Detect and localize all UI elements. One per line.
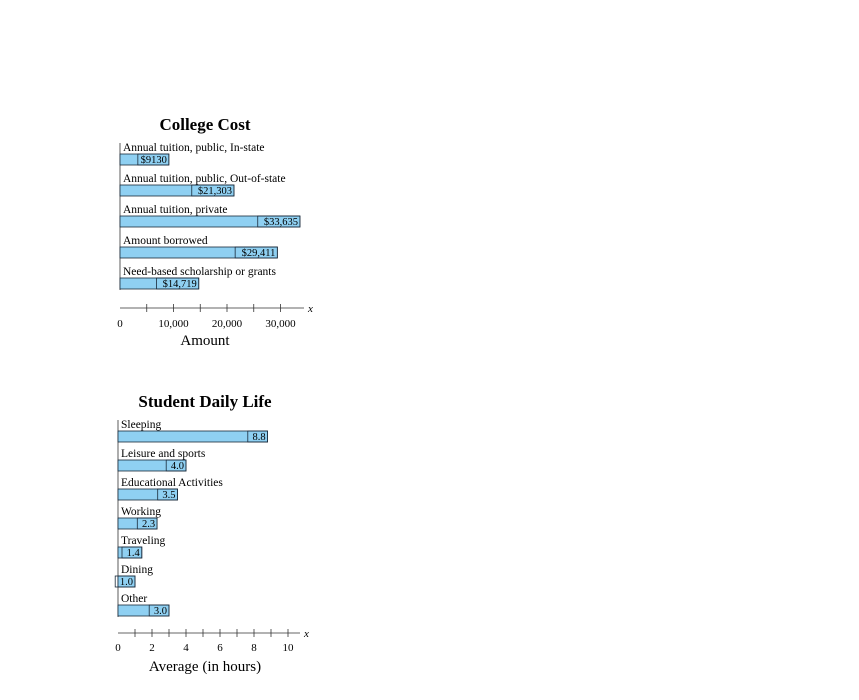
category-label: Working	[121, 506, 161, 518]
value-label: 8.8	[252, 432, 266, 443]
x-tick-label: 10	[282, 642, 294, 654]
value-label: 4.0	[170, 461, 184, 472]
student-daily-life-chart	[115, 392, 309, 675]
value-label: 1.0	[119, 577, 133, 588]
category-label: Leisure and sports	[121, 448, 206, 460]
value-label: $21,303	[197, 186, 232, 197]
x-tick-label: 20,000	[211, 318, 243, 330]
bar	[118, 431, 268, 442]
chart-title: Student Daily Life	[138, 392, 272, 411]
x-tick-label: 30,000	[265, 318, 296, 330]
value-label: $29,411	[241, 248, 276, 259]
value-label: 2.3	[141, 519, 156, 530]
x-axis-title: Average (in hours)	[148, 659, 262, 675]
category-label: Educational Activities	[121, 477, 223, 489]
category-label: Traveling	[121, 535, 166, 547]
axis-variable-label: x	[304, 628, 309, 640]
category-label: Annual tuition, private	[123, 204, 228, 216]
chart-title: College Cost	[159, 115, 251, 134]
x-tick-label: 0	[115, 642, 121, 654]
x-tick-label: 8	[251, 642, 257, 654]
value-label: $9130	[140, 155, 167, 166]
category-label: Annual tuition, public, Out-of-state	[123, 173, 286, 185]
x-tick-label: 2	[149, 642, 155, 654]
category-label: Annual tuition, public, In-state	[123, 142, 265, 154]
category-label: Dining	[121, 564, 153, 576]
value-label: 1.4	[126, 548, 140, 559]
x-tick-label: 6	[217, 642, 223, 654]
x-tick-label: 0	[117, 318, 123, 330]
value-label: 3.5	[162, 490, 176, 501]
category-label: Need-based scholarship or grants	[123, 266, 276, 278]
value-label: $33,635	[263, 217, 298, 228]
x-axis-title: Amount	[180, 333, 230, 349]
value-label: 3.0	[153, 606, 167, 617]
category-label: Other	[121, 593, 148, 605]
x-tick-label: 10,000	[158, 318, 189, 330]
value-label: $14,719	[162, 279, 197, 290]
category-label: Sleeping	[121, 419, 162, 431]
category-label: Amount borrowed	[123, 235, 208, 247]
axis-variable-label: x	[308, 303, 313, 315]
college-cost-chart	[117, 115, 313, 349]
x-tick-label: 4	[183, 642, 189, 654]
